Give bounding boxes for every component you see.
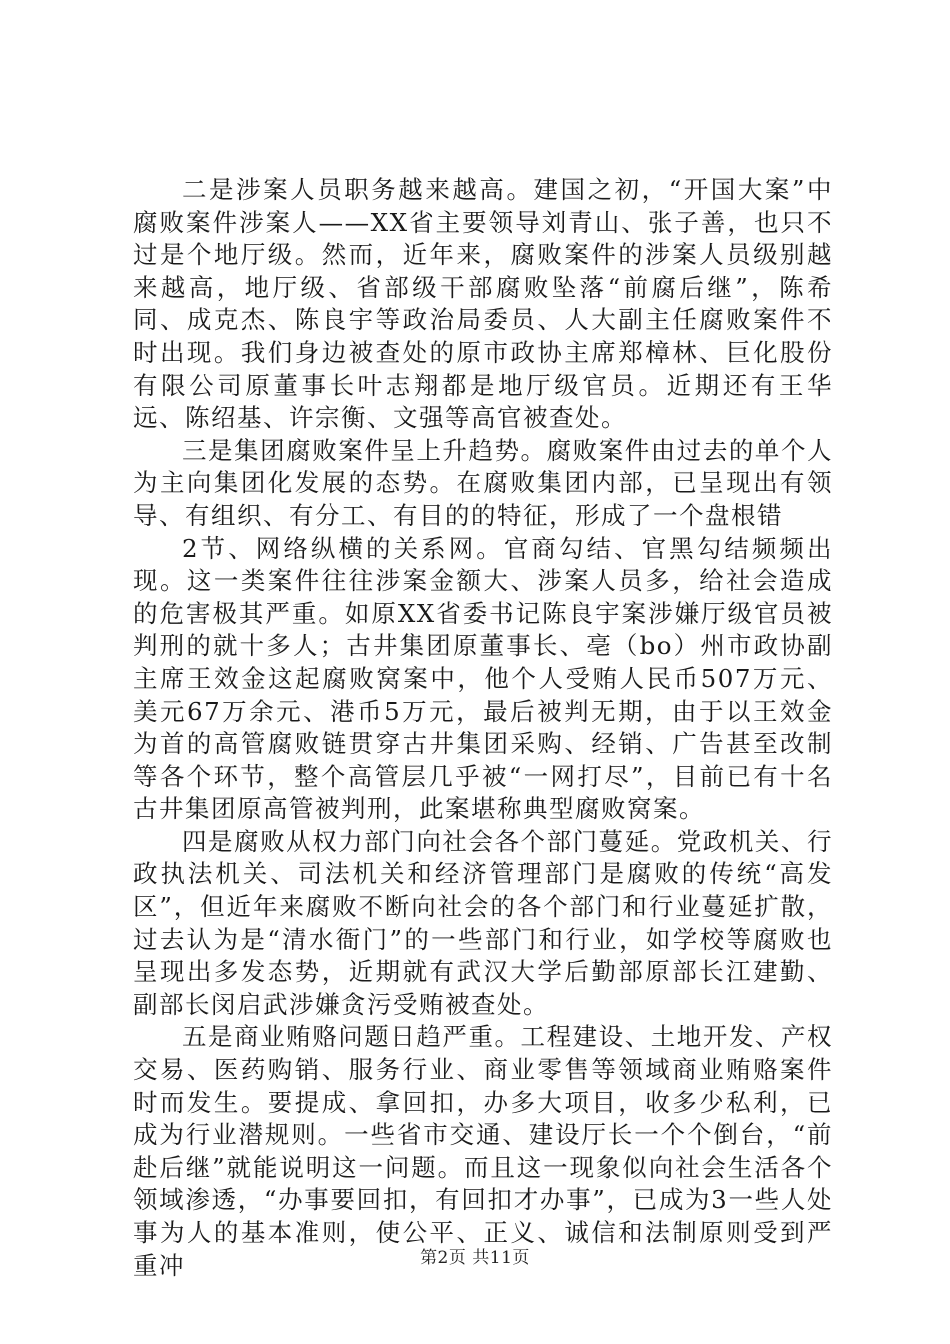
paragraph-3: 2节、网络纵横的关系网。官商勾结、官黑勾结频频出现。这一类案件往往涉案金额大、涉案人员多，给社会造成的危害极其严重。如原XX省委书记陈良宇案涉嫌厅级官员被判刑的就十多人；古井集团原董事长、亳（bo）州市政协副主席王效金这起腐败窝案中，他个人受贿人民币507万元、美元67万余元、港币5万元，最后被判无期，由于以王效金为首的高管腐败链贯穿古井集团采购、经销、广告甚至改制等各个环节，整个高管层几乎被“一网打尽”，目前已有十名古井集团原高管被判刑，此案堪称典型腐败窝案。 xyxy=(133,533,833,824)
paragraph-2: 三是集团腐败案件呈上升趋势。腐败案件由过去的单个人为主向集团化发展的态势。在腐败集团内部，已呈现出有领导、有组织、有分工、有目的的特征，形成了一个盘根错 xyxy=(133,435,833,530)
paragraph-1: 二是涉案人员职务越来越高。建国之初，“开国大案”中腐败案件涉案人——XX省主要领导刘青山、张子善，也只不过是个地厅级。然而，近年来，腐败案件的涉案人员级别越来越高，地厅级、省部级干部腐败坠落“前腐后继”，陈希同、成克杰、陈良宇等政治局委员、人大副主任腐败案件不时出现。我们身边被查处的原市政协主席郑樟林、巨化股份有限公司原董事长叶志翔都是地厅级官员。近期还有王华远、陈绍基、许宗衡、文强等高官被查处。 xyxy=(133,175,833,433)
document-body xyxy=(133,174,833,1282)
page-number-footer: 第2页 共11页 xyxy=(420,1248,530,1268)
paragraph-5: 五是商业贿赂问题日趋严重。工程建设、土地开发、产权交易、医药购销、服务行业、商业零售等领域商业贿赂案件时而发生。要提成、拿回扣，办多大项目，收多少私利，已成为行业潜规则。一些省市交通、建设厅长一个个倒台，“前赴后继”就能说明这一问题。而且这一现象似向社会生活各个领域渗透，“办事要回扣，有回扣才办事”，已成为3一些人处事为人的基本准则，使公平、正义、诚信和法制原则受到严重冲 xyxy=(133,1022,833,1280)
paragraph-4: 四是腐败从权力部门向社会各个部门蔓延。党政机关、行政执法机关、司法机关和经济管理部门是腐败的传统“高发区”，但近年来腐败不断向社会的各个部门和行业蔓延扩散，过去认为是“清水衙门”的一些部门和行业，如学校等腐败也呈现出多发态势，近期就有武汉大学后勤部原部长江建勤、副部长闵启武涉嫌贪污受贿被查处。 xyxy=(133,826,833,1019)
